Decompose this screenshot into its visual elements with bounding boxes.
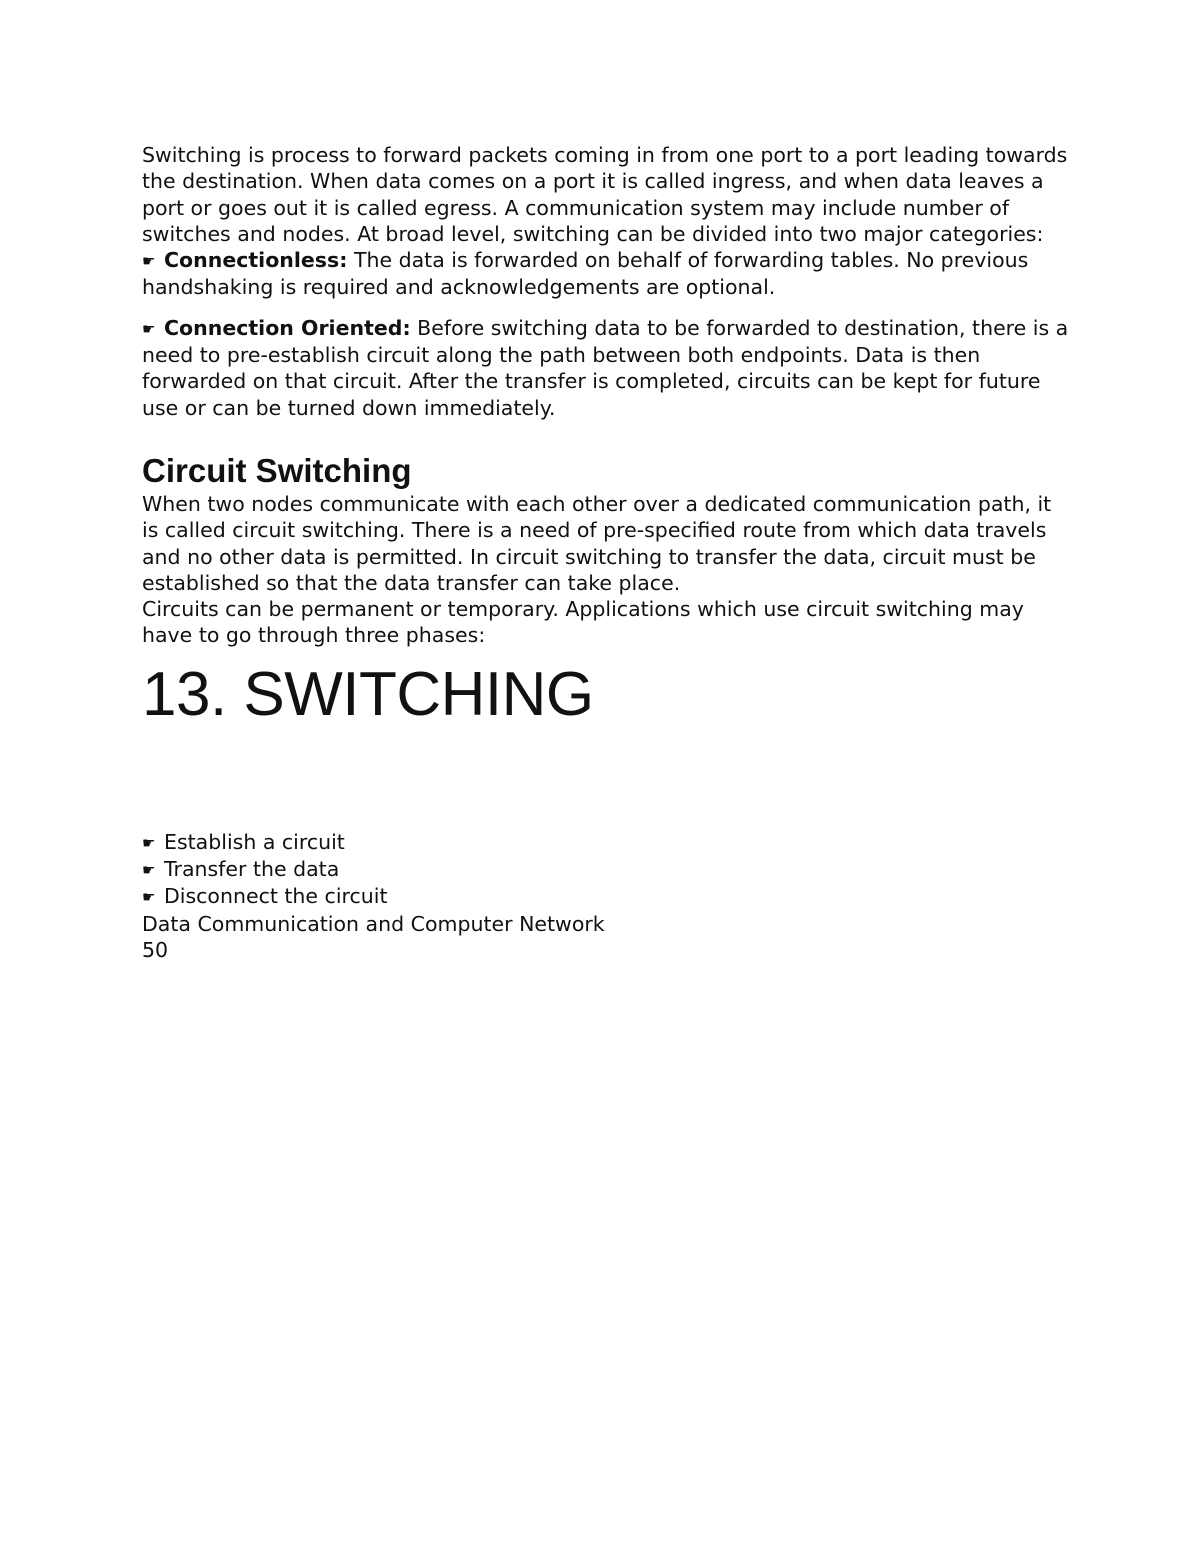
- circuit-phases-intro: Circuits can be permanent or temporary. Applications which use circuit switching may have to go through three phases:: [142, 597, 1024, 648]
- phase-label: Disconnect the circuit: [164, 884, 388, 909]
- phase-label: Transfer the data: [164, 857, 340, 882]
- page-content: [142, 142, 1072, 963]
- category-term: Connection Oriented:: [164, 315, 411, 340]
- category-connectionless: [142, 247, 1072, 301]
- pointing-hand-bullet-icon: ☛: [142, 861, 156, 880]
- list-item: [142, 829, 1072, 856]
- category-description: The data is forwarded on behalf of forwarding tables. No previous handshaking is required and acknowledgements are optional.: [142, 248, 1029, 300]
- section-heading-circuit-switching: Circuit Switching: [142, 451, 412, 489]
- category-term: Connectionless:: [164, 248, 348, 273]
- footer-page-number: 50: [142, 937, 169, 962]
- phase-list: [142, 829, 1072, 911]
- chapter-title: 13. SWITCHING: [142, 659, 594, 729]
- circuit-switching-paragraph: When two nodes communicate with each other over a dedicated communication path, it is called circuit switching. There is a need of pre-specified route from which data travels and no other data is permitted. In circuit switching to transfer the data, circuit must be established so that the data transfer can take place.: [142, 491, 1052, 595]
- pointing-hand-bullet-icon: ☛: [142, 319, 156, 338]
- pointing-hand-bullet-icon: ☛: [142, 833, 156, 852]
- pointing-hand-bullet-icon: ☛: [142, 888, 156, 907]
- list-item: [142, 856, 1072, 883]
- phase-label: Establish a circuit: [164, 829, 345, 854]
- list-item: [142, 883, 1072, 910]
- intro-paragraph: Switching is process to forward packets coming in from one port to a port leading towards the destination. When data comes on a port it is called ingress, and when data leaves a port or goes out it is called egress. A communication system may include number of switches and nodes. At broad level, switching can be divided into two major categories:: [142, 143, 1068, 246]
- category-description: Before switching data to be forwarded to destination, there is a need to pre-establish circuit along the path between both endpoints. Data is then forwarded on that circuit. After the transfer is completed, circuits can be kept for future use or can be turned down immediately.: [142, 315, 1069, 420]
- pointing-hand-bullet-icon: ☛: [142, 252, 156, 271]
- footer-book-title: Data Communication and Computer Network: [142, 911, 605, 936]
- category-connection-oriented: [142, 315, 1072, 421]
